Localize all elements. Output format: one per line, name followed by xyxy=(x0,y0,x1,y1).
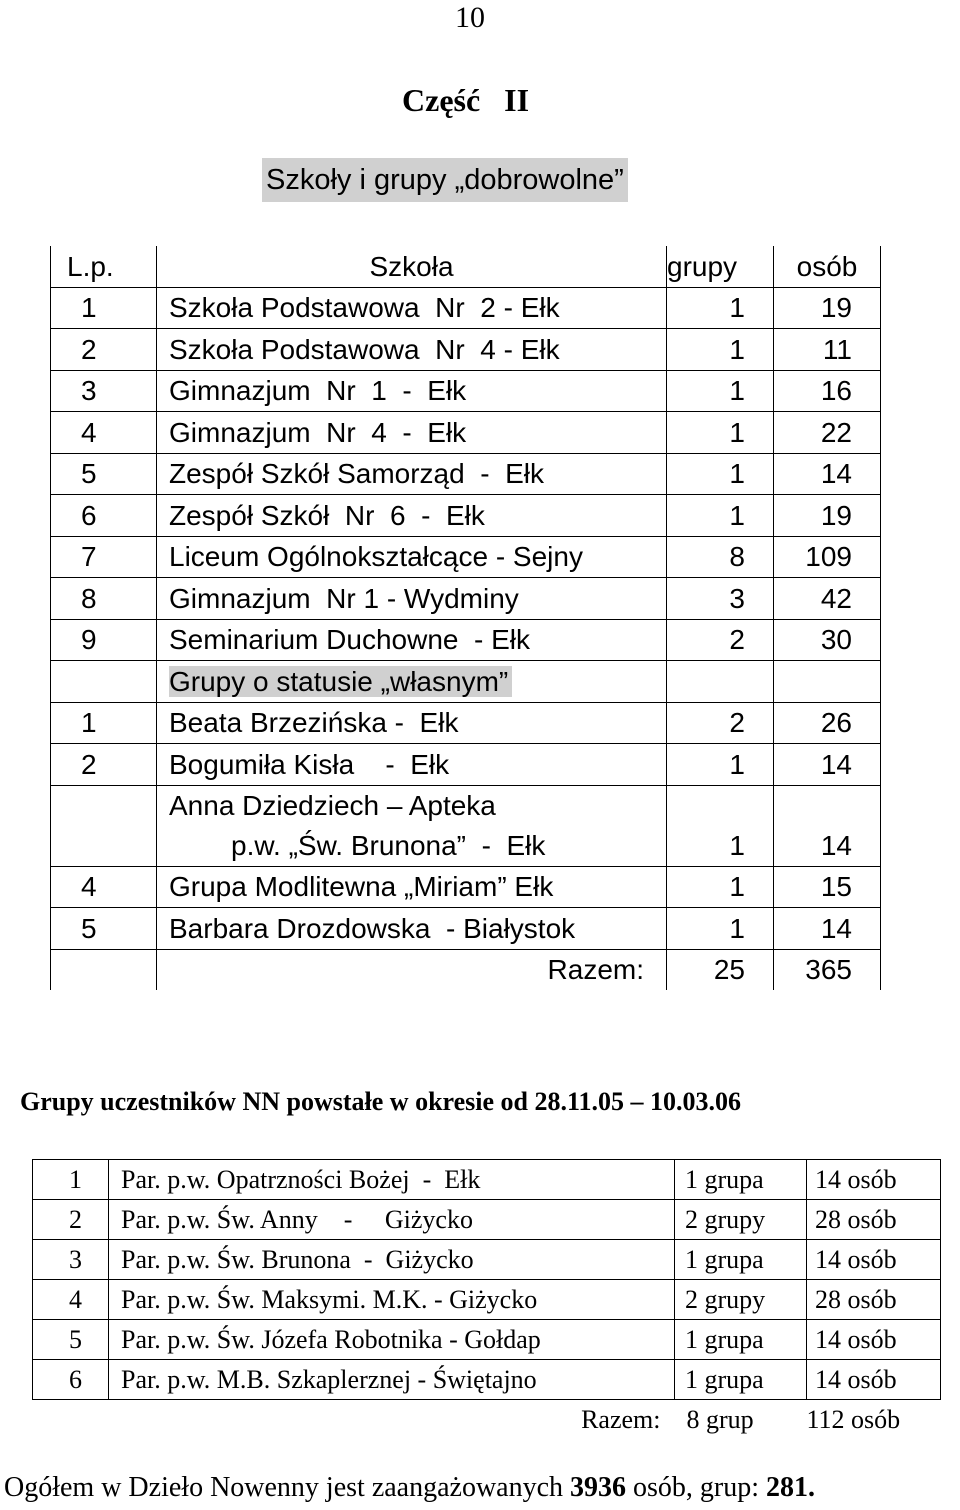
row-groups: 1 xyxy=(667,370,774,412)
row-name: Szkoła Podstawowa Nr 2 - Ełk xyxy=(157,287,667,329)
table-row xyxy=(51,785,881,866)
header-groups: grupy xyxy=(667,246,774,287)
summary-prefix: Ogółem w Dzieło Nowenny jest zaangażowanych xyxy=(4,1472,571,1503)
row-people: 14 osób xyxy=(807,1320,941,1360)
table-row xyxy=(51,619,881,661)
row-people: 26 xyxy=(774,702,881,744)
row-lp: 5 xyxy=(33,1320,109,1360)
row-lp: 9 xyxy=(51,619,157,661)
row-people: 14 xyxy=(774,785,881,866)
total-people: 112 osób xyxy=(806,1405,901,1434)
table-row xyxy=(33,1200,941,1240)
row-people: 22 xyxy=(774,412,881,454)
row-lp: 3 xyxy=(51,370,157,412)
row-name: Par. p.w. Opatrzności Bożej - Ełk xyxy=(109,1160,675,1200)
row-groups: 1 xyxy=(667,287,774,329)
row-groups: 1 grupa xyxy=(675,1160,807,1200)
row-groups: 1 grupa xyxy=(675,1240,807,1280)
row-lp: 8 xyxy=(51,578,157,620)
header-school: Szkoła xyxy=(157,246,667,287)
row-groups: 2 xyxy=(667,619,774,661)
row-groups: 1 grupa xyxy=(675,1320,807,1360)
table-row xyxy=(51,287,881,329)
row-people: 16 xyxy=(774,370,881,412)
empty-cell xyxy=(51,661,157,703)
row-lp: 1 xyxy=(51,287,157,329)
table-row xyxy=(51,744,881,786)
header-people: osób xyxy=(774,246,881,287)
row-groups: 1 xyxy=(667,495,774,537)
row-people: 109 xyxy=(774,536,881,578)
row-name: Par. p.w. Św. Maksymi. M.K. - Giżycko xyxy=(109,1280,675,1320)
row-groups: 1 xyxy=(667,908,774,950)
row-groups: 1 xyxy=(667,744,774,786)
row-name: Par. p.w. M.B. Szkaplerznej - Świętajno xyxy=(109,1360,675,1400)
row-groups: 3 xyxy=(667,578,774,620)
row-people: 42 xyxy=(774,578,881,620)
row-people: 19 xyxy=(774,287,881,329)
row-people: 30 xyxy=(774,619,881,661)
empty-cell xyxy=(51,785,157,866)
row-people: 19 xyxy=(774,495,881,537)
row-lp: 4 xyxy=(33,1280,109,1320)
page-number: 10 xyxy=(455,1,485,34)
section-title: Szkoły i grupy „dobrowolne” xyxy=(262,158,628,202)
row-lp: 6 xyxy=(51,495,157,537)
nn-groups-title: Grupy uczestników NN powstałe w okresie od 28.11.05 – 10.03.06 xyxy=(20,1087,742,1116)
row-people: 28 osób xyxy=(807,1280,941,1320)
empty-cell xyxy=(774,661,881,703)
part-title: Część II xyxy=(402,82,530,118)
row-lp: 2 xyxy=(51,329,157,371)
row-lp: 2 xyxy=(33,1200,109,1240)
row-lp: 2 xyxy=(51,744,157,786)
row-people: 14 osób xyxy=(807,1360,941,1400)
table-row xyxy=(51,370,881,412)
row-name: Gimnazjum Nr 1 - Wydminy xyxy=(157,578,667,620)
row-lp: 4 xyxy=(51,412,157,454)
table-row xyxy=(33,1160,941,1200)
row-people: 14 xyxy=(774,908,881,950)
row-groups: 1 xyxy=(667,866,774,908)
row-groups: 1 xyxy=(667,453,774,495)
row-name: Zespół Szkół Samorząd - Ełk xyxy=(157,453,667,495)
summary-end: . xyxy=(808,1472,816,1503)
row-name: Seminarium Duchowne - Ełk xyxy=(157,619,667,661)
table-row xyxy=(51,412,881,454)
table-row xyxy=(33,1360,941,1400)
row-lp: 4 xyxy=(51,866,157,908)
table-row xyxy=(33,1280,941,1320)
empty-cell xyxy=(667,661,774,703)
summary-people-count: 3936 xyxy=(570,1472,627,1503)
row-people: 28 osób xyxy=(807,1200,941,1240)
row-lp: 3 xyxy=(33,1240,109,1280)
table-row xyxy=(33,1240,941,1280)
parishes-table xyxy=(32,1159,941,1439)
total-label: Razem: xyxy=(581,1405,661,1434)
row-groups: 8 xyxy=(667,536,774,578)
row-name: Barbara Drozdowska - Białystok xyxy=(157,908,667,950)
table-row xyxy=(51,536,881,578)
row-people: 11 xyxy=(774,329,881,371)
row-name: Bogumiła Kisła - Ełk xyxy=(157,744,667,786)
row-lp: 5 xyxy=(51,453,157,495)
row-name xyxy=(157,785,667,866)
total-people: 365 xyxy=(774,949,881,990)
table-row xyxy=(51,329,881,371)
row-name-line2: p.w. „Św. Brunona” - Ełk xyxy=(231,829,546,861)
row-groups: 1 xyxy=(667,412,774,454)
row-lp: 5 xyxy=(51,908,157,950)
total-groups: 8 grup xyxy=(686,1405,754,1434)
overall-summary xyxy=(4,1466,815,1510)
row-name: Gimnazjum Nr 1 - Ełk xyxy=(157,370,667,412)
table-row xyxy=(51,702,881,744)
empty-cell xyxy=(33,1400,109,1440)
row-people: 14 xyxy=(774,453,881,495)
row-groups: 1 xyxy=(667,329,774,371)
row-groups: 1 xyxy=(667,785,774,866)
table-row xyxy=(51,578,881,620)
own-status-subheading: Grupy o statusie „własnym” xyxy=(169,666,512,697)
table-row xyxy=(51,866,881,908)
row-name: Grupa Modlitewna „Miriam” Ełk xyxy=(157,866,667,908)
header-lp: L.p. xyxy=(51,246,157,287)
table-row xyxy=(51,453,881,495)
schools-table xyxy=(50,246,881,990)
row-groups: 2 xyxy=(667,702,774,744)
total-groups: 25 xyxy=(667,949,774,990)
row-name: Szkoła Podstawowa Nr 4 - Ełk xyxy=(157,329,667,371)
summary-groups-count: 281 xyxy=(766,1472,809,1503)
total-row xyxy=(51,949,881,990)
subheading-row xyxy=(51,661,881,703)
row-lp: 7 xyxy=(51,536,157,578)
row-lp: 1 xyxy=(51,702,157,744)
row-name: Par. p.w. Św. Brunona - Giżycko xyxy=(109,1240,675,1280)
row-name: Beata Brzezińska - Ełk xyxy=(157,702,667,744)
summary-mid: osób, grup: xyxy=(626,1472,767,1503)
row-lp: 6 xyxy=(33,1360,109,1400)
row-name: Par. p.w. Św. Józefa Robotnika - Gołdap xyxy=(109,1320,675,1360)
row-groups: 1 grupa xyxy=(675,1360,807,1400)
table-header-row xyxy=(51,246,881,287)
subheading-cell xyxy=(157,661,667,703)
row-people: 14 osób xyxy=(807,1160,941,1200)
row-people: 14 xyxy=(774,744,881,786)
total-row xyxy=(33,1400,941,1440)
row-name: Par. p.w. Św. Anny - Giżycko xyxy=(109,1200,675,1240)
table-row xyxy=(51,908,881,950)
row-name-line1: Anna Dziedziech – Apteka xyxy=(169,789,496,821)
table-row xyxy=(51,495,881,537)
row-lp: 1 xyxy=(33,1160,109,1200)
table-row xyxy=(33,1320,941,1360)
row-people: 15 xyxy=(774,866,881,908)
row-people: 14 osób xyxy=(807,1240,941,1280)
row-groups: 2 grupy xyxy=(675,1280,807,1320)
total-label: Razem: xyxy=(157,949,667,990)
empty-cell xyxy=(51,949,157,990)
row-name: Gimnazjum Nr 4 - Ełk xyxy=(157,412,667,454)
row-groups: 2 grupy xyxy=(675,1200,807,1240)
row-name: Liceum Ogólnokształcące - Sejny xyxy=(157,536,667,578)
row-name: Zespół Szkół Nr 6 - Ełk xyxy=(157,495,667,537)
